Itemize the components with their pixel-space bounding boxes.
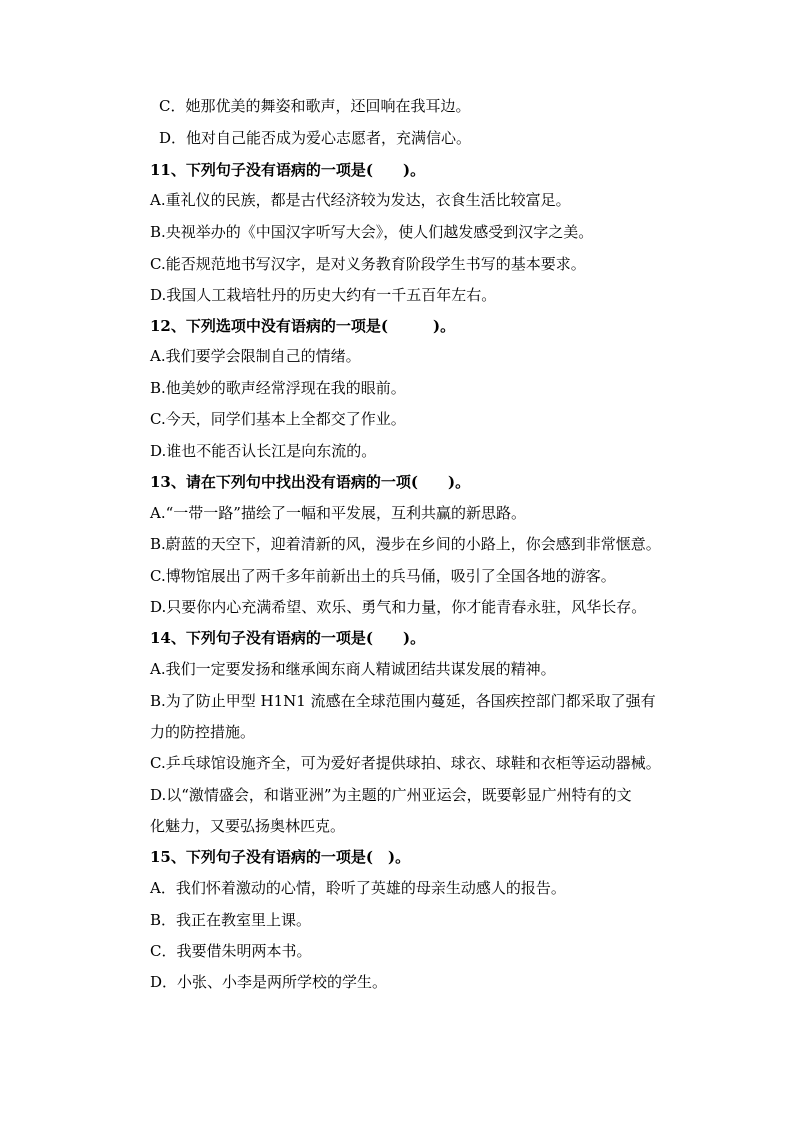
option-line: B.央视举办的《中国汉字听写大会》，使人们越发感受到汉字之美。 [150, 223, 594, 241]
option-line: C.今天，同学们基本上全都交了作业。 [150, 410, 406, 428]
option-line: D.以“激情盛会，和谐亚洲”为主题的广州亚运会，既要彰显广州特有的文 [150, 786, 632, 804]
option-line: B．我正在教室里上课。 [150, 911, 312, 929]
option-line: D．小张、小李是两所学校的学生。 [150, 973, 388, 991]
option-line: B.他美妙的歌声经常浮现在我的眼前。 [150, 379, 406, 397]
option-line: C.能否规范地书写汉字，是对义务教育阶段学生书写的基本要求。 [150, 255, 586, 273]
option-line: C．我要借朱明两本书。 [150, 942, 312, 960]
question-heading: 12、下列选项中没有语病的一项是( )。 [150, 317, 456, 335]
question-heading: 11、下列句子没有语病的一项是( )。 [150, 161, 426, 179]
option-line: C.乒乓球馆设施齐全，可为爱好者提供球拍、球衣、球鞋和衣柜等运动器械。 [150, 754, 661, 772]
question-heading: 15、下列句子没有语病的一项是( )。 [150, 848, 411, 866]
option-line: C．她那优美的舞姿和歌声，还回响在我耳边。 [159, 97, 471, 115]
question-heading: 14、下列句子没有语病的一项是( )。 [150, 629, 426, 647]
option-line: D．他对自己能否成为爱心志愿者，充满信心。 [159, 129, 472, 147]
option-line: A.“一带一路”描绘了一幅和平发展，互利共赢的新思路。 [150, 504, 526, 522]
option-line-continued: 力的防控措施。 [150, 723, 256, 741]
option-line: C.博物馆展出了两千多年前新出土的兵马俑，吸引了全国各地的游客。 [150, 567, 616, 585]
option-line: B.蔚蓝的天空下，迎着清新的风，漫步在乡间的小路上，你会感到非常惬意。 [150, 535, 661, 553]
question-heading: 13、请在下列句中找出没有语病的一项( )。 [150, 473, 471, 491]
option-line: D.谁也不能否认长江是向东流的。 [150, 442, 377, 460]
option-line: A.我们要学会限制自己的情绪。 [150, 347, 361, 365]
option-line: D.我国人工栽培牡丹的历史大约有一千五百年左右。 [150, 286, 497, 304]
option-line: A.重礼仪的民族，都是古代经济较为发达，衣食生活比较富足。 [150, 191, 571, 209]
option-line-continued: 化魅力，又要弘扬奥林匹克。 [150, 817, 346, 835]
option-line: A．我们怀着激动的心情，聆听了英雄的母亲生动感人的报告。 [150, 879, 566, 897]
option-line: A.我们一定要发扬和继承闽东商人精诚团结共谋发展的精神。 [150, 660, 556, 678]
option-line: D.只要你内心充满希望、欢乐、勇气和力量，你才能青春永驻，风华长存。 [150, 598, 647, 616]
option-line: B.为了防止甲型 H1N1 流感在全球范围内蔓延，各国疾控部门都采取了强有 [150, 692, 656, 710]
